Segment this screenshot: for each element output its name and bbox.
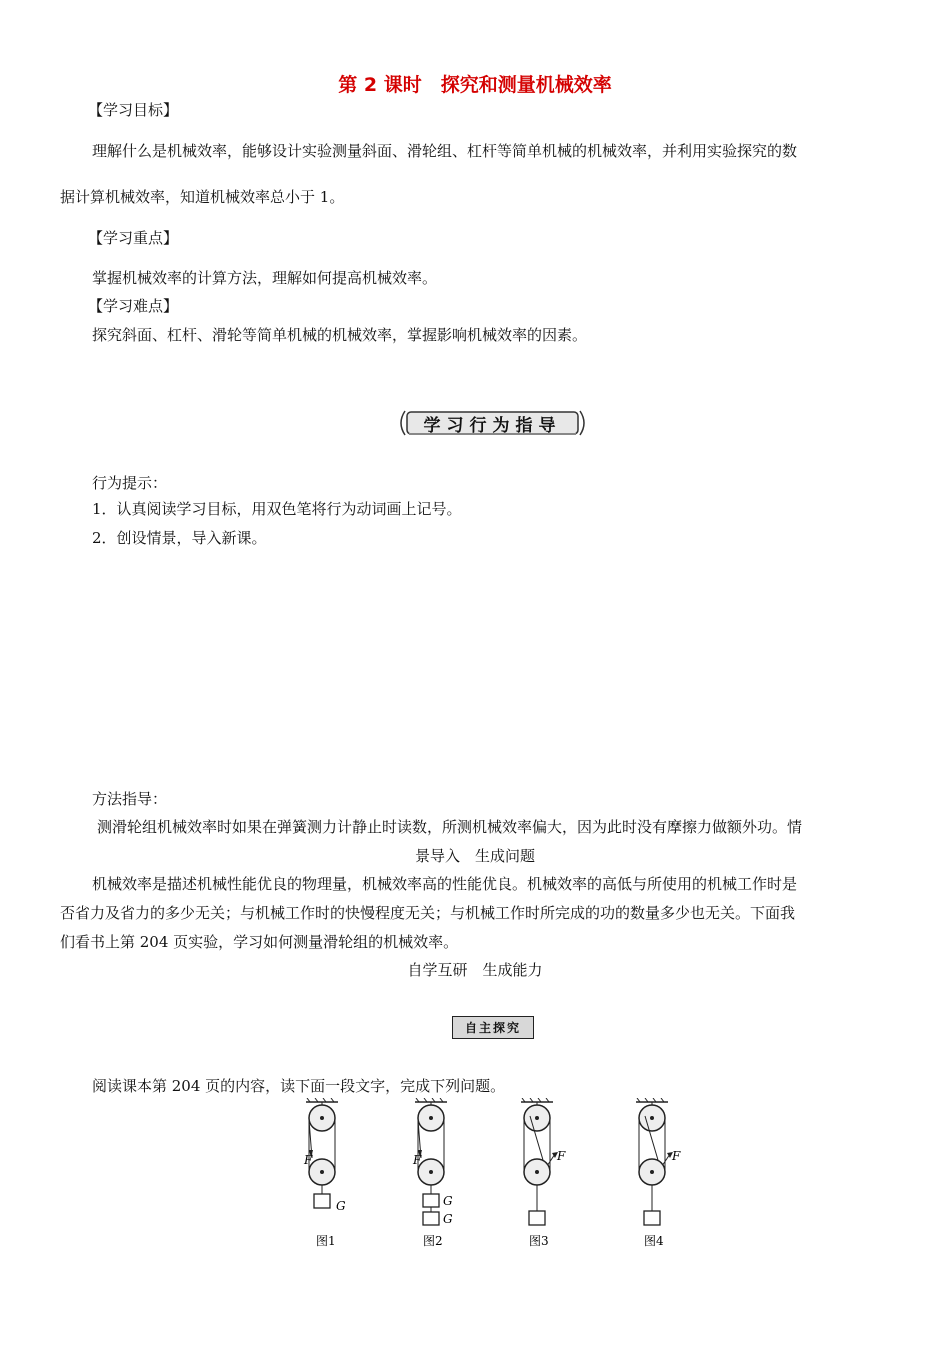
pulley-figure-1: [303, 1098, 346, 1248]
pulley-figure-4: [636, 1098, 681, 1248]
difficulties-text: 探究斜面、杠杆、滑轮等简单机械的机械效率，掌握影响机械效率的因素。: [92, 326, 588, 344]
method-text: 测滑轮组机械效率时如果在弹簧测力计静止时读数，所测机械效率偏大，因为此时没有摩擦力做额外功。情: [97, 818, 803, 836]
behavior-heading: 行为提示：: [92, 474, 168, 492]
key-points-heading: 【学习重点】: [88, 229, 179, 247]
intro-line-2: 否省力及省力的多少无关；与机械工作时的快慢程度无关；与机械工作时所完成的功的数量多少也无关。下面我: [60, 904, 796, 922]
self-study-banner: [452, 1016, 534, 1039]
figure-2-weight-label-2: G: [443, 1212, 453, 1226]
section-heading: 自学互研 生成能力: [407, 961, 543, 979]
figure-4-force-label: F: [672, 1149, 681, 1163]
behavior-guide-banner-text: 学习行为指导: [423, 415, 562, 436]
method-heading: 方法指导：: [92, 790, 168, 808]
figure-1-caption: 图1: [316, 1234, 336, 1248]
objectives-line-1: 理解什么是机械效率，能够设计实验测量斜面、滑轮组、杠杆等简单机械的机械效率，并利用实验探究的数: [92, 142, 798, 160]
behavior-item-2: 2．创设情景，导入新课。: [92, 529, 267, 547]
figure-2-weight-label-1: G: [443, 1194, 453, 1208]
objectives-heading: 【学习目标】: [88, 101, 179, 119]
figure-1-weight-label: G: [336, 1199, 346, 1213]
figure-2-caption: 图2: [423, 1234, 443, 1248]
self-study-banner-text: 自主探究: [464, 1021, 521, 1035]
figure-3-caption: 图3: [529, 1234, 549, 1248]
reading-instruction: 阅读课本第 204 页的内容，读下面一段文字，完成下列问题。: [92, 1077, 506, 1095]
page-title: 第 2 课时 探究和测量机械效率: [338, 74, 612, 96]
figure-2-force-label: F: [413, 1153, 422, 1167]
figure-3-force-label: F: [557, 1149, 566, 1163]
behavior-item-1: 1．认真阅读学习目标，用双色笔将行为动词画上记号。: [92, 500, 462, 518]
key-points-text: 掌握机械效率的计算方法，理解如何提高机械效率。: [92, 269, 438, 287]
figure-4-caption: 图4: [644, 1234, 664, 1248]
difficulties-heading: 【学习难点】: [88, 297, 179, 315]
method-text-continued: 景导入 生成问题: [414, 847, 535, 865]
intro-line-1: 机械效率是描述机械性能优良的物理量，机械效率高的性能优良。机械效率的高低与所使用的机械工作时是: [92, 875, 798, 893]
pulley-figure-2: [412, 1098, 453, 1248]
behavior-guide-banner: [395, 407, 590, 439]
pulley-figure-3: [521, 1098, 566, 1248]
pulley-figures: [290, 1098, 690, 1258]
intro-line-3: 们看书上第 204 页实验，学习如何测量滑轮组的机械效率。: [60, 933, 459, 951]
objectives-line-2: 据计算机械效率，知道机械效率总小于 1。: [60, 188, 345, 206]
figure-1-force-label: F: [304, 1153, 313, 1167]
